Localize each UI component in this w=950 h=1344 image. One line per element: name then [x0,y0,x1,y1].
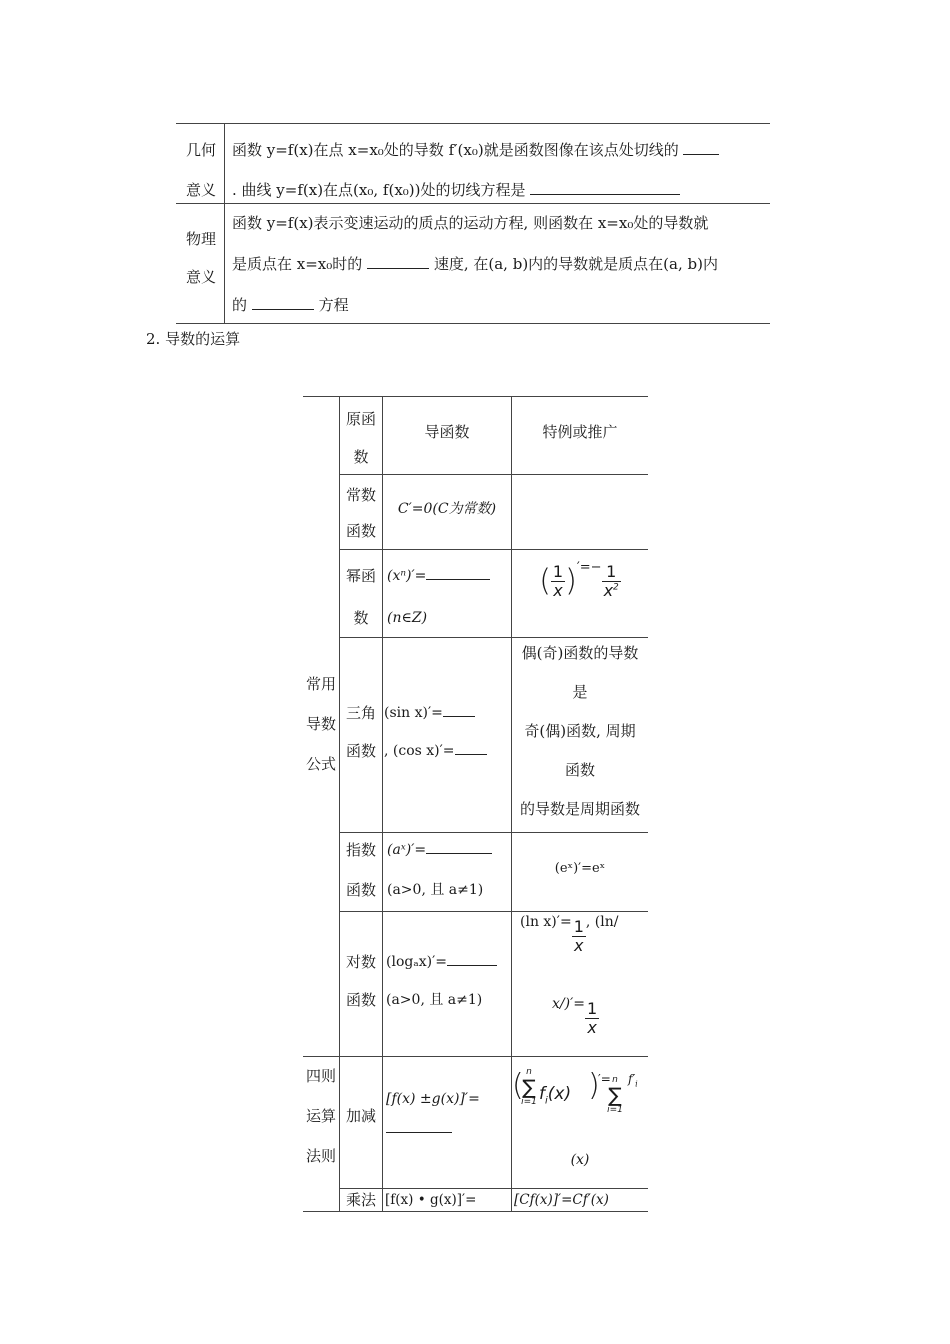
group-common-formulas: 常用 导数 公式 [305,675,336,773]
answer-blank-cos-derivative[interactable] [455,740,487,755]
row-trig-function-name: 三角 函数 [345,704,376,760]
exp-derivative: (aˣ)′= (a>0, 且 a≠1) [387,830,509,910]
answer-blank-tangent-equation[interactable] [530,180,680,195]
header-original-function: 原函 数 [345,410,376,466]
answer-blank-power-derivative[interactable] [426,565,490,580]
physical-meaning-text-2: 是质点在 x=x₀时的 [232,255,363,273]
answer-blank-log-derivative[interactable] [447,951,497,966]
header-special-cases: 特例或推广 [542,423,618,441]
row-log-function-name: 对数 函数 [345,953,376,1009]
table1-column-divider [224,123,225,323]
physical-meaning-text-4: 的 [232,296,248,314]
geometric-meaning-text-2: . 曲线 y=f(x)在点(x₀, f(x₀))处的切线方程是 [232,181,526,199]
section-heading: 2. 导数的运算 [146,330,241,348]
power-special-case: ( $\frac{1}{x}$ )′=− $\frac{1}{x^2}$ [539,560,619,600]
answer-blank-exp-derivative[interactable] [426,839,492,854]
table2-top-border [303,396,648,397]
mult-special-case: [Cf(x)]′=Cf′(x) [514,1192,609,1208]
table1-row2-content [232,203,767,326]
addsub-special-case: ( n ∑ i=1 $f_i(x)$ ) ′= n ∑ i=1 $f'_i$ (x) [512,1067,638,1168]
answer-blank-tangent-slope[interactable] [683,140,719,155]
table1-row1-header: 几何 意义 [185,141,216,199]
table1-row2-header: 物理 意义 [185,230,216,286]
row-power-function-name: 幂函 数 [345,567,376,627]
answer-blank-sin-derivative[interactable] [443,702,475,717]
physical-meaning-text-5: 方程 [318,296,349,314]
exp-special-case: (eˣ)′=eˣ [554,861,606,876]
table1-top-border [176,123,770,124]
header-derivative-function: 导函数 [424,423,470,441]
row-mult-name: 乘法 [345,1191,376,1209]
power-derivative: (xⁿ)′= (n∈Z) [387,555,509,639]
row-addsub-name: 加减 [345,1107,376,1125]
answer-blank-addsub-derivative[interactable] [386,1118,452,1133]
geometric-meaning-text-1: 函数 y=f(x)在点 x=x₀处的导数 f′(x₀)就是函数图像在该点处切线的 [232,141,679,159]
trig-special-case: 偶(奇)函数的导数 是 奇(偶)函数, 周期 函数 的导数是周期函数 [519,644,640,818]
table2-bottom-border [303,1211,648,1212]
row-exp-function-name: 指数 函数 [345,841,376,899]
log-special-case: (ln x)′= $\frac{1}{x}$ , (ln/ x/)′= $\frac{1}{x}$ [520,914,619,1037]
physical-meaning-text-1: 函数 y=f(x)表示变速运动的质点的运动方程, 则函数在 x=x₀处的导数就 [232,214,709,232]
answer-blank-velocity-equation[interactable] [252,295,314,310]
row-constant-function-name: 常数 函数 [345,486,376,540]
addsub-derivative: [f(x) ±g(x)]′= [386,1084,510,1144]
mult-derivative: [f(x) • g(x)]′= [385,1192,477,1208]
physical-meaning-text-3: 速度, 在(a, b)内的导数就是质点在(a, b)内 [433,255,718,273]
table1-row1-content [232,130,767,210]
log-derivative: (logₐx)′= (a>0, 且 a≠1) [386,943,510,1019]
group-arithmetic-rules: 四则 运算 法则 [305,1067,336,1165]
answer-blank-instant-velocity[interactable] [367,254,429,269]
trig-derivatives: (sin x)′= , (cos x)′= [384,694,510,770]
constant-derivative: C′=0(C为常数) [397,501,497,517]
